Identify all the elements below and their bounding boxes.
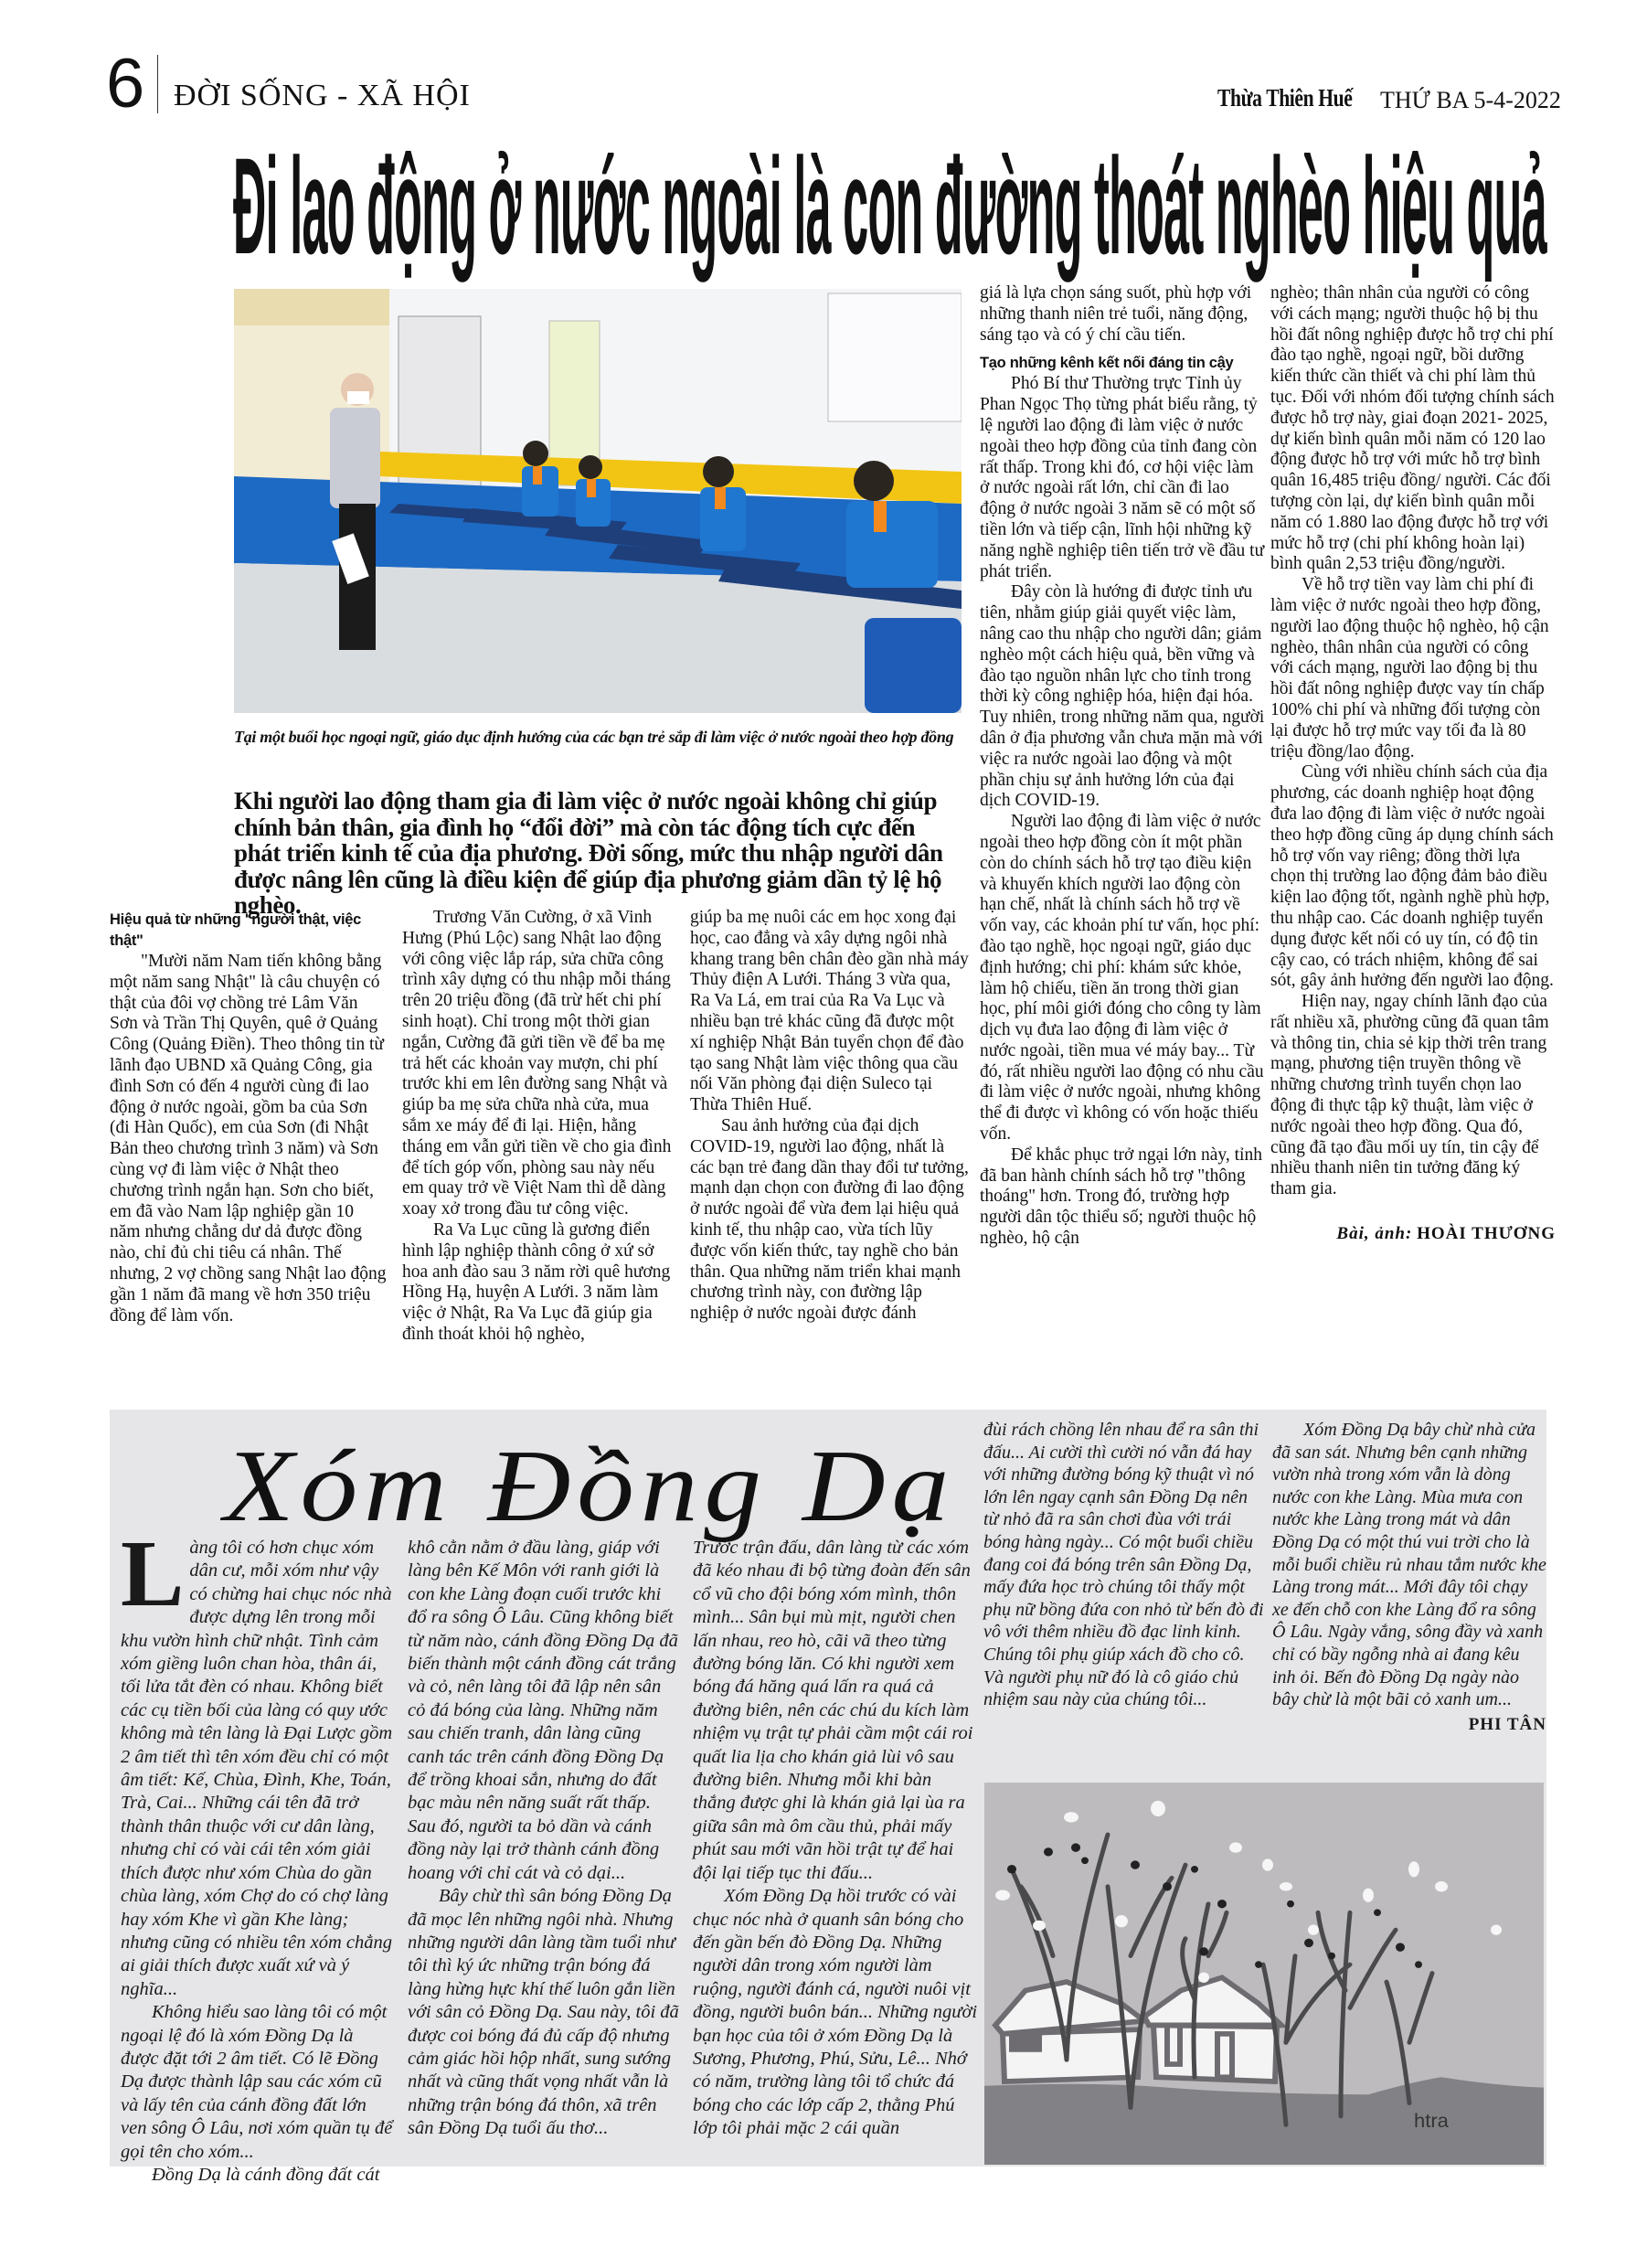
section-title: ĐỜI SỐNG - XÃ HỘI [174, 79, 471, 112]
paragraph: Trương Văn Cường, ở xã Vinh Hưng (Phú Lộc) sang Nhật lao động với công việc lắp ráp, sửa chữa công trình xây dựng có thu nhập mỗi tháng trên 20 triệu đồng (đã trừ hết chi phí sinh hoạt). Chỉ trong một thời gian ngắn, Cường đã gửi tiền về để ba mẹ trả hết các khoản vay mượn, chi phí trước khi em lên đường sang Nhật và giúp ba mẹ sửa chữa nhà cửa, mua sắm xe máy để đi lại. Hiện, hằng tháng em vẫn gửi tiền về cho gia đình để tích góp vốn, phòng sau này nếu em quay trở về Việt Nam thì dễ dàng xoay xở trong đầu tư công việc. [402, 908, 672, 1219]
paragraph: Không hiểu sao làng tôi có một ngoại lệ đó là xóm Đồng Dạ là được đặt tới 2 âm tiết. Có lẽ Đồng Dạ được thành lập sau các xóm cũ và lấy tên của cánh đồng đất lớn ven sông Ô Lâu, nơi xóm quần tụ để gọi tên cho xóm... [121, 2002, 393, 2162]
essay-column-4 [983, 1419, 1267, 1711]
paragraph: giá là lựa chọn sáng suốt, phù hợp với những thanh niên trẻ tuổi, năng động, sáng tạo và có ý chí cầu tiến. [980, 283, 1252, 345]
issue-date: THỨ BA 5-4-2022 [1380, 87, 1561, 113]
essay-column-5 [1272, 1419, 1546, 1735]
subheading: Hiệu quả từ những "người thật, việc thật" [110, 911, 361, 949]
paragraph: Về hỗ trợ tiền vay làm chi phí đi làm việc ở nước ngoài theo hợp đồng, người lao động thuộc hộ nghèo, hộ cận nghèo, thân nhân của người có công với cách mạng, người lao động bị thu hồi đất nông nghiệp được vay tín chấp 100% chi phí và những đối tượng còn lại được hỗ trợ mức vay tối đa là 80 triệu đồng/lao động. [1270, 575, 1549, 761]
newspaper-name: Thừa Thiên Huế [1217, 84, 1353, 112]
essay-illustration [984, 1783, 1544, 2165]
essay-column-3 [693, 1537, 978, 2141]
paragraph: khô cằn nằm ở đầu làng, giáp với làng bên Kế Môn với ranh giới là con khe Làng đoạn cuối trước khi đổ ra sông Ô Lâu. Cũng không biết từ năm nào, cánh đồng Đồng Dạ đã biến thành một cánh đồng cát trắng và cỏ, nên làng tôi đã lập nên sân cỏ đá bóng của làng. Những năm sau chiến tranh, dân làng cũng canh tác trên cánh đồng Đồng Dạ để trồng khoai sắn, nhưng do đất bạc màu nên năng suất rất thấp. Sau đó, người ta bỏ dần và cánh đồng này lại trở thành cánh đồng hoang với chỉ cát và cỏ dại... [408, 1538, 678, 1883]
byline-author: HOÀI THƯƠNG [1417, 1224, 1556, 1244]
paragraph: Cùng với nhiều chính sách của địa phương, các doanh nghiệp hoạt động đưa lao động đi làm việc ở nước ngoài theo hợp đồng cũng áp dụng chính sách hỗ trợ vốn vay riêng; đồng thời lựa chọn thị trường lao động đảm bảo điều kiện lao động tốt, ngành nghề phù hợp, thu nhập cao. Các doanh nghiệp tuyển dụng được kết nối có uy tín, có độ tin cậy cao, có trách nhiệm, không để sai sót, gây ảnh hưởng đến người lao động. [1270, 762, 1554, 991]
paragraph: Hiện nay, ngay chính lãnh đạo của rất nhiều xã, phường cũng đã quan tâm và thông tin, chia sẻ kịp thời trên trang mạng, phương tiện truyền thông về những chương trình tuyển chọn lao động đi thực tập kỹ thuật, làm việc ở nước ngoài theo hợp đồng. Qua đó, cũng đã tạo đầu mối uy tín, tin cậy để nhiều thanh niên tin tưởng đăng ký tham gia. [1270, 992, 1549, 1199]
paragraph: Để khắc phục trở ngại lớn này, tỉnh đã ban hành chính sách hỗ trợ "thông thoáng" hơn. Trong đó, trường hợp người dân tộc thiểu số; người thuộc hộ nghèo, hộ cận [980, 1145, 1262, 1249]
paragraph: Xóm Đồng Dạ bây chừ nhà cửa đã san sát. Nhưng bên cạnh những vườn nhà trong xóm vẫn là dòng nước con khe Làng. Mùa mưa con nước khe Làng trong mát và dân Đồng Dạ có một thú vui trời cho là mỗi buổi chiều rủ nhau tắm nước khe Làng trong mát... Mới đây tôi chạy xe đến chỗ con khe Làng đổ ra sông Ô Lâu. Ngày vắng, sông đầy và xanh chỉ có bầy ngỗng nhà ai đang kêu inh ỏi. Bến đò Đồng Dạ ngày nào bây chừ là một bãi cỏ xanh um... [1272, 1420, 1546, 1710]
paragraph: Phó Bí thư Thường trực Tỉnh ủy Phan Ngọc Thọ từng phát biểu rằng, tỷ lệ người lao động đi làm việc ở nước ngoài theo hợp đồng của tỉnh đang còn rất thấp. Trong khi đó, cơ hội việc làm ở nước ngoài rất lớn, chỉ cần đi lao động ở nước ngoài 3 năm sẽ có một số tiền lớn và tiếp cận, lĩnh hội những kỹ năng nghề nghiệp tiên tiến trở về đầu tư phát triển. [980, 374, 1265, 581]
essay-column-1 [121, 1521, 395, 2187]
paragraph: Bây chừ thì sân bóng Đồng Dạ đã mọc lên những ngôi nhà. Nhưng những người dân làng tầm tuổi như tôi thì ký ức những trận bóng đá làng hừng hực khí thế luôn gắn liền với sân cỏ Đồng Dạ. Sau này, tôi đã được coi bóng đá đủ cấp độ nhưng cảm giác hồi hộp nhất, sung sướng nhất và cũng thất vọng nhất vẫn là những trận bóng đá thôn, xã trên sân Đồng Dạ tuổi ấu thơ... [408, 1886, 679, 2139]
paragraph: "Mười năm Nam tiến không bằng một năm sang Nhật" là câu chuyện có thật của đôi vợ chồng trẻ Lâm Văn Sơn và Trần Thị Quyên, quê ở Quảng Công (Quảng Điền). Theo thông tin từ lãnh đạo UBND xã Quảng Công, gia đình Sơn có đến 4 người cùng đi lao động ở nước ngoài, gồm ba của Sơn (đi Hàn Quốc), em của Sơn (đi Nhật Bản theo chương trình 3 năm) và Sơn cùng vợ đi làm việc ở Nhật theo chương trình ngắn hạn. Sơn cho biết, em đã vào Nam lập nghiệp gần 10 năm nhưng chẳng dư dả được đồng nào, chỉ đủ chi tiêu cá nhân. Thế nhưng, 2 vợ chồng sang Nhật lao động gần 1 năm đã mang về hơn 350 triệu đồng để làm vốn. [110, 952, 387, 1326]
paragraph: Ra Va Lục cũng là gương điển hình lập nghiệp thành công ở xứ sở hoa anh đào sau 3 năm rời quê hương Hồng Hạ, huyện A Lưới. 3 năm làm việc ở Nhật, Ra Va Lục đã giúp gia đình thoát khỏi hộ nghèo, [402, 1219, 671, 1344]
illustration-signature: htra [1414, 2110, 1449, 2133]
article-photo [234, 289, 962, 713]
drop-cap: L [121, 1521, 185, 1626]
article-lede: Khi người lao động tham gia đi làm việc ở nước ngoài không chỉ giúp chính bản thân, gia đình họ “đổi đời” mà còn tác động tích cực đến phát triển kinh tế của địa phương. Đời sống, mức thu nhập người dân được nâng lên cũng là điều kiện để giúp địa phương giảm dần tỷ lệ hộ nghèo. [234, 787, 943, 919]
paragraph-text: àng tôi có hơn chục xóm dân cư, mỗi xóm như vậy có chừng hai chục nóc nhà được dựng lên trong mỗi khu vườn hình chữ nhật. Tình cảm xóm giềng luôn chan hòa, thân ái, tối lửa tắt đèn có nhau. Không biết các cụ tiền bối của làng có quy ước không mà tên làng là Đại Lược gồm 2 âm tiết thì tên xóm đều chỉ có một âm tiết: Kế, Chùa, Đình, Khe, Toán, Trà, Cai... Những cái tên đã trở thành thân thuộc với cư dân làng, nhưng chỉ có vài cái tên xóm giải thích được như xóm Chùa do gần chùa làng, xóm Chợ do có chợ làng hay xóm Khe vì gần Khe làng; nhưng cũng có nhiều tên xóm chẳng ai giải thích được xuất xứ và ý nghĩa... [121, 1538, 393, 1999]
essay-byline: PHI TÂN [1468, 1714, 1546, 1734]
article-column-5 [1270, 283, 1556, 1245]
paragraph: nghèo; thân nhân của người có công với cách mạng; người thuộc hộ bị thu hồi đất nông nghiệp được hỗ trợ chi phí đào tạo nghề, ngoại ngữ, bồi dưỡng kiến thức cần thiết và chi phí làm thủ tục. Đối với nhóm đối tượng chính sách được hỗ trợ này, giai đoạn 2021- 2025, dự kiến bình quân mỗi năm có 120 lao động được hỗ trợ với mức hỗ trợ bình quân 16,485 triệu đồng/ người. Các đối tượng còn lại, dự kiến bình quân mỗi năm có 1.880 lao động được hỗ trợ với mức hỗ trợ (chi phí không hoàn lại) bình quân 2,53 triệu đồng/người. [1270, 283, 1555, 574]
article-byline [1270, 1224, 1556, 1245]
paragraph: đùi rách chồng lên nhau để ra sân thi đấu... Ai cười thì cười nó vẫn đá hay với những đường bóng kỹ thuật vì nó lớn lên ngay cạnh sân Đồng Dạ nên từ nhỏ đã ra sân chơi đùa với trái bóng hàng ngày... Có một buổi chiều đang coi đá bóng trên sân Đồng Dạ, mấy đứa học trò chúng tôi thấy một phụ nữ bồng đứa con nhỏ từ bến đò đi vô với thêm nhiều đồ đạc lỉnh kỉnh. Chúng tôi phụ giúp xách đồ cho cô. Và người phụ nữ đó là cô giáo chủ nhiệm sau này của chúng tôi... [983, 1420, 1264, 1710]
paragraph: Trước trận đấu, dân làng từ các xóm đã kéo nhau đi bộ từng đoàn đến sân cổ vũ cho đội bóng xóm mình, thôn mình... Sân bụi mù mịt, người chen lấn nhau, reo hò, cãi vã theo từng đường bóng lăn. Có khi người xem bóng đá hăng quá lấn ra quá cả đường biên, nên các chú du kích làm nhiệm vụ trật tự phải cầm một cái roi quất lia lịa cho khán giả lùi vô sau đường biên. Nhưng mỗi khi bàn thắng được ghi là khán giả lại ùa ra giữa sân mà ôm cầu thủ, phải mấy phút sau mới vãn hồi trật tự để hai đội lại tiếp tục thi đấu... [693, 1538, 973, 1883]
article-column-1 [110, 910, 388, 1326]
article-headline [233, 129, 1546, 282]
essay-title-text: Xóm Đồng Dạ [224, 1430, 956, 1543]
essay-column-2 [408, 1537, 682, 2141]
page-number: 6 [106, 45, 145, 122]
header-divider [157, 55, 158, 113]
paragraph: Đồng Dạ là cánh đồng đất cát [152, 2164, 380, 2185]
paragraph: Đây còn là hướng đi được tỉnh ưu tiên, nhằm giúp giải quyết việc làm, nâng cao thu nhập cho người dân; giảm nghèo một cách hiệu quả, bền vững và đào tạo nguồn nhân lực cho tỉnh trong thời kỳ công nghiệp hóa, hiện đại hóa. Tuy nhiên, trong những năm qua, người dân ở địa phương vẫn chưa mặn mà với việc ra nước ngoài lao động và một phần chịu sự ảnh hưởng lớn của đại dịch COVID-19. [980, 582, 1265, 811]
article-column-3 [690, 908, 969, 1325]
paragraph: Xóm Đồng Dạ hồi trước có vài chục nóc nhà ở quanh sân bóng cho đến gần bến đò Đồng Dạ. Những người dân trong xóm người làm ruộng, người đánh cá, người nuôi vịt đồng, người buôn bán... Những người bạn học của tôi ở xóm Đồng Dạ là Sương, Phương, Phú, Sửu, Lê... Nhớ có năm, trường làng tôi tổ chức đá bóng cho các lớp cấp 2, thằng Phú lớp tôi phải mặc 2 cái quần [693, 1886, 978, 2139]
photo-caption: Tại một buổi học ngoại ngữ, giáo dục định hướng của các bạn trẻ sắp đi làm việc ở nước ngoài theo hợp đồng [234, 728, 954, 746]
paragraph: Người lao động đi làm việc ở nước ngoài theo hợp đồng còn ít một phần còn do chính sách hỗ trợ tạo điều kiện và khuyến khích người lao động còn hạn chế, nhất là chính sách hỗ trợ về vốn vay, các khoản phí tư vấn, học phí: đào tạo nghề, học ngoại ngữ, giáo dục định hướng; chi phí: khám sức khỏe, làm hộ chiếu, tiền ăn trong thời gian học, phí môi giới đóng cho công ty làm dịch vụ đưa lao động đi làm việc ở nước ngoài, tiền mua vé máy bay... Từ đó, rất nhiều người lao động có nhu cầu đi làm việc ở nước ngoài, nhưng không thể đi được vì không có vốn hoặc thiếu vốn. [980, 812, 1264, 1145]
paragraph: giúp ba mẹ nuôi các em học xong đại học, cao đẳng và xây dựng ngôi nhà khang trang bên chân đèo gần nhà máy Thủy điện A Lưới. Tháng 3 vừa qua, Ra Va Lá, em trai của Ra Va Lục và nhiều bạn trẻ khác cũng đã được một xí nghiệp Nhật Bản tuyển chọn để đào tạo sang Nhật làm việc thông qua cầu nối Văn phòng đại diện Suleco tại Thừa Thiên Huế. [690, 908, 969, 1115]
article-column-2 [402, 908, 676, 1346]
byline-label: Bài, ảnh: [1336, 1224, 1413, 1244]
paragraph: Sau ảnh hưởng của đại dịch COVID-19, người lao động, nhất là các bạn trẻ đang dần thay đổi tư tưởng, mạnh dạn chọn con đường đi lao động ở nước ngoài để vừa đem lại hiệu quả kinh tế, thu nhập cao, vừa tích lũy được vốn kiến thức, tay nghề cho bản thân. Qua những năm triển khai mạnh chương trình này, con đường lập nghiệp ở nước ngoài được đánh [690, 1115, 969, 1324]
paragraph [121, 1521, 395, 2001]
essay-title [224, 1432, 955, 1541]
headline-text: Đi lao động ở nước ngoài là con đường thoát nghèo hiệu quả [233, 129, 1546, 282]
article-column-4 [980, 283, 1265, 1250]
subheading: Tạo những kênh kết nối đáng tin cậy [980, 355, 1234, 372]
